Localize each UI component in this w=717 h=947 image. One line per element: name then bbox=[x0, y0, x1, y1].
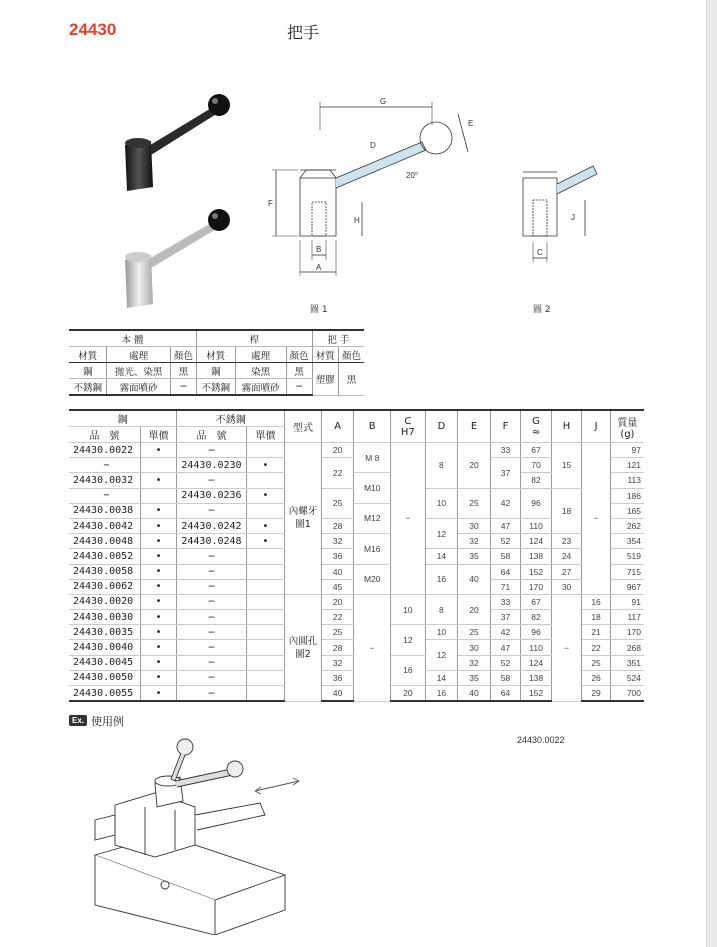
table-cell: 26 bbox=[582, 670, 610, 685]
table-cell: 24430.0045 bbox=[69, 655, 140, 670]
table-cell: 91 bbox=[610, 594, 644, 609]
table-cell: • bbox=[140, 564, 177, 579]
table-cell: 37 bbox=[490, 610, 521, 625]
dim-h: H bbox=[354, 216, 360, 225]
table-cell: 16 bbox=[425, 686, 458, 702]
dim-j: J bbox=[571, 213, 575, 222]
table-cell: − bbox=[354, 594, 391, 701]
table-cell: 64 bbox=[490, 564, 521, 579]
table-cell: 96 bbox=[521, 488, 552, 518]
table-cell: 715 bbox=[610, 564, 644, 579]
table-cell: − bbox=[177, 686, 246, 702]
table-cell: 25 bbox=[321, 625, 354, 640]
table-cell: 700 bbox=[610, 686, 644, 702]
table-cell: 967 bbox=[610, 579, 644, 594]
mat-cell: − bbox=[286, 379, 312, 396]
table-cell: 524 bbox=[610, 670, 644, 685]
table-cell: 40 bbox=[321, 564, 354, 579]
table-cell: • bbox=[140, 625, 177, 640]
mat-subheader: 材質 bbox=[69, 347, 107, 363]
table-cell: − bbox=[177, 640, 246, 655]
table-cell: 110 bbox=[521, 640, 552, 655]
col-a: A bbox=[321, 410, 354, 443]
table-cell: 268 bbox=[610, 640, 644, 655]
mat-cell: − bbox=[170, 379, 196, 396]
table-cell: M10 bbox=[354, 473, 391, 503]
table-cell: 42 bbox=[490, 625, 521, 640]
table-cell: − bbox=[177, 625, 246, 640]
table-cell bbox=[246, 564, 285, 579]
col-h: H bbox=[551, 410, 582, 443]
table-cell: 33 bbox=[490, 443, 521, 458]
table-cell bbox=[246, 579, 285, 594]
mat-subheader: 處理 bbox=[235, 347, 286, 363]
page-edge bbox=[706, 0, 717, 947]
table-cell: • bbox=[246, 518, 285, 533]
col-g: G ≈ bbox=[521, 410, 552, 443]
table-cell: − bbox=[177, 655, 246, 670]
mat-subheader: 顏色 bbox=[338, 347, 364, 363]
table-row bbox=[69, 564, 644, 579]
table-cell: 18 bbox=[582, 610, 610, 625]
table-cell: 32 bbox=[321, 534, 354, 549]
spec-table bbox=[69, 409, 644, 702]
table-cell: 24430.0020 bbox=[69, 594, 140, 609]
mat-subheader: 材質 bbox=[197, 347, 236, 363]
table-cell: 58 bbox=[490, 670, 521, 685]
table-cell: 67 bbox=[521, 594, 552, 609]
type-1-cell: 內螺牙 圖1 bbox=[285, 443, 322, 595]
table-cell: 70 bbox=[521, 458, 552, 473]
table-cell: 40 bbox=[321, 686, 354, 702]
table-cell bbox=[246, 625, 285, 640]
table-cell: 24430.0248 bbox=[177, 534, 246, 549]
table-cell: − bbox=[177, 610, 246, 625]
table-cell: 47 bbox=[490, 518, 521, 533]
table-cell: 138 bbox=[521, 549, 552, 564]
materials-table bbox=[69, 329, 364, 396]
table-cell: 18 bbox=[551, 488, 582, 534]
table-cell bbox=[246, 473, 285, 488]
table-cell: 24430.0242 bbox=[177, 518, 246, 533]
mat-cell: 霧面噴砂 bbox=[107, 379, 170, 396]
drawing-figure-2 bbox=[505, 150, 605, 270]
table-cell: 20 bbox=[458, 594, 491, 624]
col-e: E bbox=[458, 410, 491, 443]
table-cell: • bbox=[140, 579, 177, 594]
table-cell: 351 bbox=[610, 655, 644, 670]
table-cell: 64 bbox=[490, 686, 521, 702]
example-badge: Ex. bbox=[69, 715, 87, 726]
table-cell: 113 bbox=[610, 473, 644, 488]
table-cell: 28 bbox=[321, 518, 354, 533]
table-cell: • bbox=[140, 473, 177, 488]
table-cell bbox=[140, 458, 177, 473]
mat-cell: 鋼 bbox=[69, 363, 107, 379]
table-cell: 29 bbox=[582, 686, 610, 702]
table-cell: 519 bbox=[610, 549, 644, 564]
table-cell: 20 bbox=[321, 594, 354, 609]
table-cell bbox=[246, 610, 285, 625]
table-cell: 37 bbox=[490, 458, 521, 488]
table-cell bbox=[246, 640, 285, 655]
mat-subheader: 材質 bbox=[312, 347, 338, 363]
dim-angle: 20° bbox=[406, 171, 419, 180]
dim-e: E bbox=[468, 119, 474, 128]
table-cell: 27 bbox=[551, 564, 582, 579]
table-cell: 25 bbox=[582, 655, 610, 670]
table-cell: 52 bbox=[490, 534, 521, 549]
product-title: 把手 bbox=[287, 23, 320, 42]
mat-group-handle: 把 手 bbox=[312, 330, 364, 347]
table-cell: 32 bbox=[458, 655, 491, 670]
mat-subheader: 顏色 bbox=[286, 347, 312, 363]
table-cell: 10 bbox=[425, 625, 458, 640]
table-cell: 24430.0050 bbox=[69, 670, 140, 685]
table-cell: 354 bbox=[610, 534, 644, 549]
table-cell: 67 bbox=[521, 443, 552, 458]
table-cell: 25 bbox=[458, 488, 491, 518]
drawing-figure-1 bbox=[262, 90, 492, 290]
table-cell: 47 bbox=[490, 640, 521, 655]
table-cell: • bbox=[140, 503, 177, 518]
table-cell: M20 bbox=[354, 564, 391, 594]
mat-group-body: 本 體 bbox=[69, 330, 197, 347]
table-cell: 33 bbox=[490, 594, 521, 609]
black-handle-photo bbox=[115, 85, 245, 195]
col-type: 型式 bbox=[285, 410, 322, 443]
table-cell: • bbox=[246, 488, 285, 503]
table-cell: − bbox=[177, 503, 246, 518]
col-price: 單價 bbox=[140, 427, 177, 443]
table-cell: − bbox=[177, 594, 246, 609]
table-cell: 22 bbox=[582, 640, 610, 655]
col-part: 品 號 bbox=[69, 427, 140, 443]
table-cell bbox=[246, 670, 285, 685]
table-cell: • bbox=[140, 686, 177, 702]
table-cell: 36 bbox=[321, 670, 354, 685]
table-cell bbox=[246, 655, 285, 670]
table-cell bbox=[246, 549, 285, 564]
table-cell: 25 bbox=[458, 625, 491, 640]
mat-cell: 黑 bbox=[286, 363, 312, 379]
table-cell bbox=[246, 594, 285, 609]
table-cell: 30 bbox=[458, 518, 491, 533]
table-cell: 28 bbox=[321, 640, 354, 655]
table-cell: 8 bbox=[425, 443, 458, 489]
table-cell: 14 bbox=[425, 549, 458, 564]
mat-handle-color: 黑 bbox=[338, 363, 364, 396]
table-cell: − bbox=[177, 579, 246, 594]
table-cell: 24430.0032 bbox=[69, 473, 140, 488]
table-cell: 32 bbox=[321, 655, 354, 670]
table-cell: − bbox=[177, 549, 246, 564]
table-cell: 24430.0035 bbox=[69, 625, 140, 640]
table-cell: 10 bbox=[391, 594, 426, 624]
table-cell: M16 bbox=[354, 534, 391, 564]
group-steel: 鋼 bbox=[69, 410, 177, 427]
col-price: 單價 bbox=[246, 427, 285, 443]
table-cell: 16 bbox=[582, 594, 610, 609]
table-row bbox=[69, 594, 644, 609]
table-cell: 24430.0042 bbox=[69, 518, 140, 533]
table-cell: 20 bbox=[458, 443, 491, 489]
product-code: 24430 bbox=[69, 20, 117, 39]
table-cell: 16 bbox=[425, 564, 458, 594]
table-cell: 22 bbox=[321, 610, 354, 625]
table-cell: 24430.0062 bbox=[69, 579, 140, 594]
table-cell: 32 bbox=[458, 534, 491, 549]
table-cell: 124 bbox=[521, 534, 552, 549]
table-cell: 24430.0236 bbox=[177, 488, 246, 503]
table-cell: 24430.0038 bbox=[69, 503, 140, 518]
table-cell: 262 bbox=[610, 518, 644, 533]
dim-f: F bbox=[268, 199, 273, 208]
mat-cell: 霧面噴砂 bbox=[235, 379, 286, 396]
table-cell: − bbox=[177, 473, 246, 488]
table-cell: − bbox=[177, 670, 246, 685]
mat-group-rod: 桿 bbox=[197, 330, 313, 347]
table-cell bbox=[246, 503, 285, 518]
table-cell: 24430.0048 bbox=[69, 534, 140, 549]
table-cell: 110 bbox=[521, 518, 552, 533]
table-cell: 152 bbox=[521, 564, 552, 579]
dim-d: D bbox=[370, 141, 376, 150]
mat-subheader: 處理 bbox=[107, 347, 170, 363]
table-cell: • bbox=[140, 443, 177, 458]
table-cell: 16 bbox=[391, 655, 426, 685]
table-cell: 97 bbox=[610, 443, 644, 458]
table-cell: 12 bbox=[425, 640, 458, 670]
table-cell: − bbox=[582, 443, 610, 595]
table-cell: 23 bbox=[551, 534, 582, 549]
table-cell: 35 bbox=[458, 549, 491, 564]
table-row bbox=[69, 534, 644, 549]
fig1-caption: 圖 1 bbox=[310, 305, 328, 315]
table-cell: 82 bbox=[521, 610, 552, 625]
dim-c: C bbox=[537, 248, 543, 257]
col-mass: 質量 (g) bbox=[610, 410, 644, 443]
table-cell: M12 bbox=[354, 503, 391, 533]
mat-cell: 不銹鋼 bbox=[197, 379, 236, 396]
table-cell: • bbox=[246, 458, 285, 473]
table-cell: 14 bbox=[425, 670, 458, 685]
table-cell: 152 bbox=[521, 686, 552, 702]
table-cell: − bbox=[69, 458, 140, 473]
usage-example-illustration bbox=[85, 735, 315, 935]
table-cell: 121 bbox=[610, 458, 644, 473]
group-stainless: 不銹鋼 bbox=[177, 410, 285, 427]
table-cell: − bbox=[551, 594, 582, 701]
mat-cell: 拋光、染黑 bbox=[107, 363, 170, 379]
table-cell: 52 bbox=[490, 655, 521, 670]
col-j: J bbox=[582, 410, 610, 443]
table-cell bbox=[246, 443, 285, 458]
table-cell: 35 bbox=[458, 670, 491, 685]
table-cell: 45 bbox=[321, 579, 354, 594]
type-2-cell: 內圓孔 圖2 bbox=[285, 594, 322, 701]
table-cell: 24 bbox=[551, 549, 582, 564]
table-cell: 165 bbox=[610, 503, 644, 518]
table-cell: M 8 bbox=[354, 443, 391, 473]
mat-cell: 黑 bbox=[170, 363, 196, 379]
dim-g: G bbox=[380, 97, 387, 106]
table-cell: 30 bbox=[458, 640, 491, 655]
table-cell: 24430.0030 bbox=[69, 610, 140, 625]
dim-a: A bbox=[316, 263, 322, 272]
col-c: C H7 bbox=[391, 410, 426, 443]
table-row bbox=[69, 443, 644, 458]
table-cell: 30 bbox=[551, 579, 582, 594]
mat-subheader: 顏色 bbox=[170, 347, 196, 363]
example-label: 使用例 bbox=[91, 715, 124, 728]
table-cell bbox=[246, 686, 285, 702]
table-cell: 24430.0058 bbox=[69, 564, 140, 579]
table-cell: 24430.0040 bbox=[69, 640, 140, 655]
table-cell: 24430.0230 bbox=[177, 458, 246, 473]
table-cell: 170 bbox=[521, 579, 552, 594]
table-cell: 24430.0052 bbox=[69, 549, 140, 564]
table-cell: 12 bbox=[425, 518, 458, 548]
table-cell: • bbox=[140, 640, 177, 655]
col-b: B bbox=[354, 410, 391, 443]
table-cell: • bbox=[140, 610, 177, 625]
table-cell: 24430.0022 bbox=[69, 443, 140, 458]
table-cell: • bbox=[140, 518, 177, 533]
table-cell: 117 bbox=[610, 610, 644, 625]
table-cell: 138 bbox=[521, 670, 552, 685]
fig2-caption: 圖 2 bbox=[533, 305, 551, 315]
col-f: F bbox=[490, 410, 521, 443]
table-cell: 40 bbox=[458, 686, 491, 702]
col-d: D bbox=[425, 410, 458, 443]
mat-handle-material: 塑膠 bbox=[312, 363, 338, 396]
table-cell: • bbox=[246, 534, 285, 549]
col-part: 品 號 bbox=[177, 427, 246, 443]
table-cell: 20 bbox=[321, 443, 354, 458]
table-cell: 82 bbox=[521, 473, 552, 488]
table-cell: 15 bbox=[551, 443, 582, 489]
dim-b: B bbox=[316, 245, 322, 254]
table-cell: 8 bbox=[425, 594, 458, 624]
table-cell: • bbox=[140, 549, 177, 564]
table-cell: • bbox=[140, 670, 177, 685]
table-cell: 186 bbox=[610, 488, 644, 503]
stainless-handle-photo bbox=[115, 200, 245, 310]
table-cell: 24430.0055 bbox=[69, 686, 140, 702]
table-cell: 25 bbox=[321, 488, 354, 518]
table-cell: 21 bbox=[582, 625, 610, 640]
table-cell: • bbox=[140, 534, 177, 549]
table-cell: − bbox=[391, 443, 426, 595]
table-cell: • bbox=[140, 655, 177, 670]
table-cell: − bbox=[69, 488, 140, 503]
table-cell: 42 bbox=[490, 488, 521, 518]
example-part-code: 24430.0022 bbox=[517, 735, 565, 745]
mat-cell: 鋼 bbox=[197, 363, 236, 379]
table-cell: 22 bbox=[321, 458, 354, 488]
table-cell: 36 bbox=[321, 549, 354, 564]
table-cell: 10 bbox=[425, 488, 458, 518]
table-cell bbox=[140, 488, 177, 503]
table-cell: 170 bbox=[610, 625, 644, 640]
table-cell: 20 bbox=[391, 686, 426, 702]
table-cell: 124 bbox=[521, 655, 552, 670]
table-cell: 71 bbox=[490, 579, 521, 594]
table-cell: 58 bbox=[490, 549, 521, 564]
table-cell: 96 bbox=[521, 625, 552, 640]
table-cell: − bbox=[177, 443, 246, 458]
mat-cell: 不銹鋼 bbox=[69, 379, 107, 396]
table-cell: 40 bbox=[458, 564, 491, 594]
table-cell: − bbox=[177, 564, 246, 579]
table-cell: 12 bbox=[391, 625, 426, 655]
table-cell: • bbox=[140, 594, 177, 609]
mat-cell: 染黑 bbox=[235, 363, 286, 379]
